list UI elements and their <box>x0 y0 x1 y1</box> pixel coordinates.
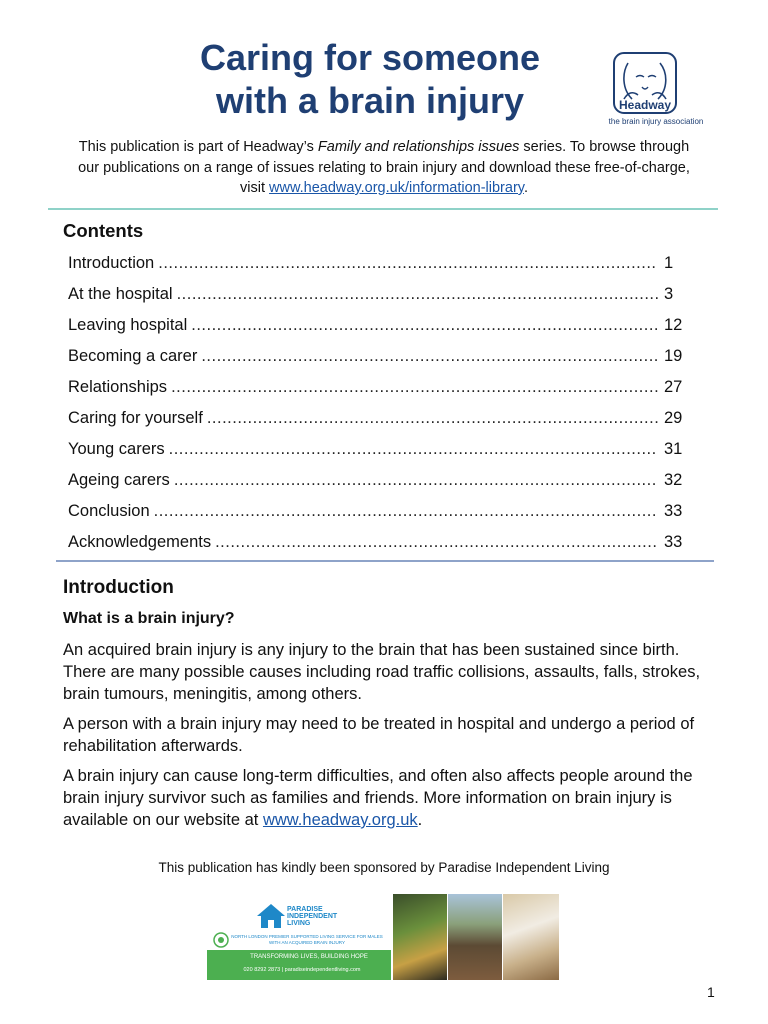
toc-leader <box>191 312 658 338</box>
toc-entry[interactable] <box>68 436 692 467</box>
divider-top <box>48 208 718 210</box>
sponsor-banner <box>207 894 559 980</box>
toc-page: 3 <box>664 285 674 303</box>
sponsor-photo-house <box>448 894 502 980</box>
sponsor-name-line-3: LIVING <box>287 920 311 927</box>
toc-leader <box>171 374 658 400</box>
toc-label: Young carers <box>68 440 165 458</box>
toc-page: 19 <box>664 347 683 365</box>
introduction-heading: Introduction <box>63 577 174 598</box>
toc-page: 31 <box>664 440 683 458</box>
sponsor-photo-kitchen <box>503 894 559 980</box>
toc-entry[interactable] <box>68 374 692 405</box>
table-of-contents <box>68 250 692 560</box>
headway-website-link[interactable]: www.headway.org.uk <box>262 811 418 829</box>
p3-text: A brain injury can cause long-term difficulties, and often also affects people around the brain injury survivor such as families and friends. More information on brain injury is available on our website at <box>63 767 693 829</box>
toc-leader <box>154 498 658 524</box>
sponsor-name <box>287 906 337 927</box>
title-line-2: with a brain injury <box>215 80 525 121</box>
toc-leader <box>169 436 658 462</box>
blurb-before: This publication is part of Headway’s <box>78 139 318 155</box>
toc-page: 33 <box>664 502 683 520</box>
toc-leader <box>174 467 658 493</box>
toc-label: Ageing carers <box>68 471 170 489</box>
toc-leader <box>215 529 658 555</box>
toc-entry[interactable] <box>68 405 692 436</box>
banner-branding-panel <box>207 894 391 980</box>
toc-label: Acknowledgements <box>68 533 212 551</box>
series-blurb <box>70 137 698 199</box>
intro-paragraph-2: A person with a brain injury may need to be treated in hospital and undergo a period of rehabilitation afterwards. <box>63 715 695 755</box>
toc-entry[interactable] <box>68 529 692 560</box>
sponsor-name-line-1: PARADISE <box>287 906 323 913</box>
toc-entry[interactable] <box>68 467 692 498</box>
intro-paragraph-1: An acquired brain injury is any injury to the brain that has been sustained since birth. There are many possible causes including road traffic collisions, assaults, falls, strokes, brain tumours, meningitis, among others. <box>63 641 701 703</box>
contents-heading: Contents <box>63 220 144 241</box>
toc-page: 33 <box>664 533 683 551</box>
toc-page: 27 <box>664 378 683 396</box>
sponsor-tagline: NORTH LONDON PREMIER SUPPORTED LIVING SERVICE FOR MALES WITH AN ACQUIRED BRAIN INJURY <box>231 934 383 945</box>
toc-label: Caring for yourself <box>68 409 203 427</box>
blurb-end: . <box>523 180 528 196</box>
toc-page: 32 <box>664 471 683 489</box>
logo-wordmark: Headway <box>618 98 672 112</box>
toc-page: 29 <box>664 409 683 427</box>
toc-label: Introduction <box>68 254 155 272</box>
sponsor-name-line-2: INDEPENDENT <box>287 913 338 920</box>
toc-entry[interactable] <box>68 281 692 312</box>
document-title <box>150 36 590 122</box>
toc-leader <box>177 281 658 307</box>
logo-tagline: the brain injury association <box>608 117 704 126</box>
toc-leader <box>207 405 658 431</box>
toc-label: Becoming a carer <box>68 347 198 365</box>
page-number: 1 <box>707 984 715 1000</box>
blurb-series: Family and relationships issues <box>317 139 520 155</box>
toc-label: Conclusion <box>68 502 150 520</box>
sponsor-note: This publication has kindly been sponsored by Paradise Independent Living <box>158 860 610 875</box>
toc-label: Leaving hospital <box>68 316 188 334</box>
sponsor-contact: 020 8292 2873 | paradiseindependentliving.com <box>243 967 361 973</box>
toc-entry[interactable] <box>68 312 692 343</box>
sponsor-slogan: TRANSFORMING LIVES, BUILDING HOPE <box>250 954 368 960</box>
information-library-link[interactable]: www.headway.org.uk/information-library <box>269 180 524 196</box>
toc-leader <box>158 250 658 276</box>
toc-entry[interactable] <box>68 250 692 281</box>
sponsor-photo-market <box>393 894 447 980</box>
p3-end: . <box>417 811 423 829</box>
toc-label: Relationships <box>68 378 168 396</box>
toc-entry[interactable] <box>68 498 692 529</box>
toc-leader <box>201 343 658 369</box>
intro-paragraph-3 <box>63 765 713 831</box>
toc-page: 12 <box>664 316 683 334</box>
brain-injury-subheading: What is a brain injury? <box>63 610 235 627</box>
divider-middle <box>56 560 714 562</box>
toc-label: At the hospital <box>68 285 173 303</box>
title-line-1: Caring for someone <box>199 37 541 78</box>
blurb-after: series. To browse through our publications on a range of issues relating to brain injury and download these free-of-charge, visit <box>78 139 690 196</box>
toc-page: 1 <box>664 254 674 272</box>
toc-entry[interactable] <box>68 343 692 374</box>
